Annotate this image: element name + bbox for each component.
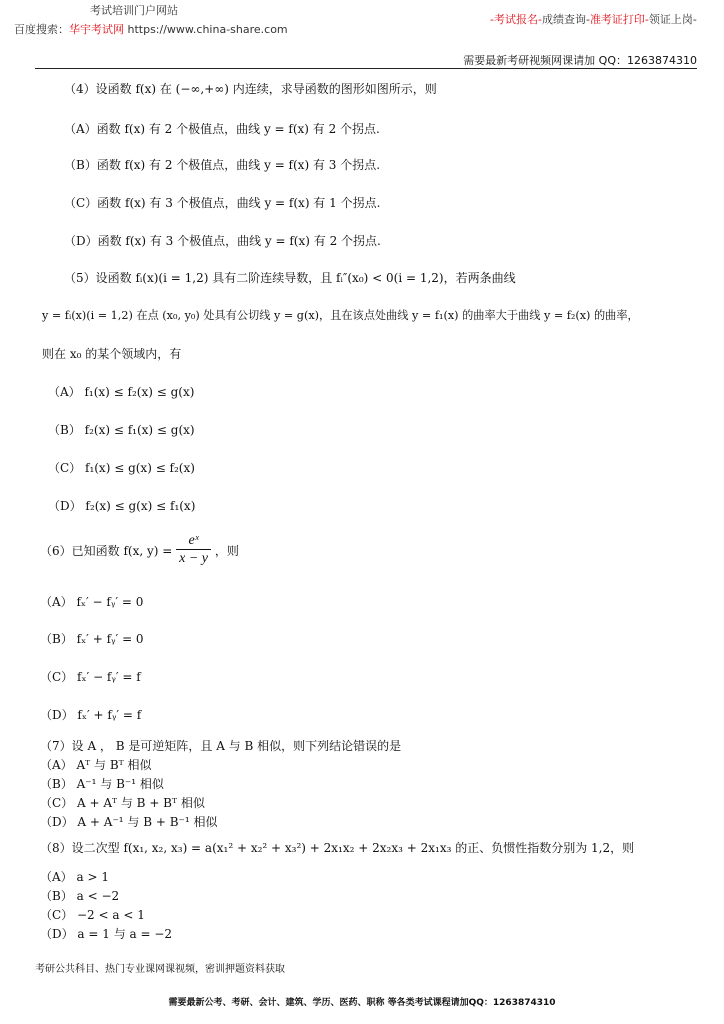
nav-cert-job[interactable]: 领证上岗- — [648, 13, 697, 26]
q4-option-a: （A）函数 f(x) 有 2 个极值点，曲线 y = f(x) 有 2 个拐点. — [64, 122, 380, 136]
site-url-link[interactable]: https://www.china-share.com — [127, 23, 288, 36]
q7-stem: （7）设 A ， B 是可逆矩阵，且 A 与 B 相似，则下列结论错误的是 — [40, 739, 402, 753]
q4-option-c: （C）函数 f(x) 有 3 个极值点，曲线 y = f(x) 有 1 个拐点. — [64, 196, 381, 210]
top-nav — [490, 11, 697, 27]
q4-option-d: （D）函数 f(x) 有 3 个极值点，曲线 y = f(x) 有 2 个拐点. — [64, 234, 381, 248]
q7-option-b: （B） A⁻¹ 与 B⁻¹ 相似 — [40, 777, 164, 791]
q5-stem-end: 则在 x₀ 的某个领域内，有 — [42, 347, 182, 361]
q6-option-a: （A） fₓ′ − fᵧ′ = 0 — [40, 595, 144, 609]
q6-option-c: （C） fₓ′ − fᵧ′ = f — [40, 670, 141, 684]
footer-promo: 考研公共科目、热门专业课网课视频，密训押题资料获取 — [35, 964, 285, 975]
search-line — [14, 21, 288, 37]
q6-fraction-denominator: x − y — [179, 551, 209, 566]
q8-stem: （8）设二次型 f(x₁, x₂, x₃) = a(x₁² + x₂² + x₃²) + 2x₁x₂ + 2x₂x₃ + 2x₁x₃ 的正、负惯性指数分别为 1,2，则 — [40, 841, 635, 855]
nav-score-query[interactable]: 成绩查询- — [541, 13, 590, 26]
q5-option-d: （D） f₂(x) ≤ g(x) ≤ f₁(x) — [48, 499, 196, 513]
q6-fraction-numerator: eˣ — [176, 533, 211, 550]
q6-option-b: （B） fₓ′ + fᵧ′ = 0 — [40, 632, 144, 646]
q7-option-a: （A） Aᵀ 与 Bᵀ 相似 — [40, 758, 152, 772]
q6-option-d: （D） fₓ′ + fᵧ′ = f — [40, 708, 142, 722]
footer-contact: 需要最新公考、考研、会计、建筑、学历、医药、职称 等各类考试课程请加QQ：1263874310 — [168, 998, 556, 1008]
q8-option-b: （B） a < −2 — [40, 889, 120, 903]
nav-exam-signup[interactable]: -考试报名- — [490, 13, 542, 26]
q4-stem: （4）设函数 f(x) 在 (−∞,+∞) 内连续，求导函数的图形如图所示，则 — [64, 82, 437, 96]
q6-stem-prefix: （6）已知函数 f(x, y) = — [40, 544, 173, 558]
q6-stem-suffix: ，则 — [214, 544, 239, 558]
q4-option-b: （B）函数 f(x) 有 2 个极值点，曲线 y = f(x) 有 3 个拐点. — [64, 158, 381, 172]
q6-stem — [40, 533, 239, 568]
q5-option-a: （A） f₁(x) ≤ f₂(x) ≤ g(x) — [48, 385, 195, 399]
site-name: 考试培训门户网站 — [90, 4, 178, 17]
q8-option-c: （C） −2 < a < 1 — [40, 908, 145, 922]
q5-stem-cont: y = fᵢ(x)(i = 1,2) 在点 (x₀, y₀) 处具有公切线 y = g(x)，且在该点处曲线 y = f₁(x) 的曲率大于曲线 y = f₂(x) 的曲率， — [42, 309, 639, 322]
q5-option-b: （B） f₂(x) ≤ f₁(x) ≤ g(x) — [48, 423, 195, 437]
contact-line: 需要最新考研视频网课请加 QQ：1263874310 — [463, 54, 697, 67]
q6-fraction — [176, 533, 211, 568]
q8-option-d: （D） a = 1 与 a = −2 — [40, 927, 173, 941]
q7-option-d: （D） A + A⁻¹ 与 B + B⁻¹ 相似 — [40, 815, 218, 829]
nav-admission-print[interactable]: 准考证打印- — [589, 13, 649, 26]
search-brand-link[interactable]: 华宇考试网 — [69, 23, 124, 36]
search-prefix: 百度搜索： — [14, 23, 69, 36]
q5-option-c: （C） f₁(x) ≤ g(x) ≤ f₂(x) — [48, 461, 195, 475]
q7-option-c: （C） A + Aᵀ 与 B + Bᵀ 相似 — [40, 796, 205, 810]
q5-stem: （5）设函数 fᵢ(x)(i = 1,2) 具有二阶连续导数，且 fᵢ″(x₀) < 0(i = 1,2)，若两条曲线 — [64, 271, 516, 285]
header-divider — [35, 68, 697, 69]
q8-option-a: （A） a > 1 — [40, 870, 109, 884]
